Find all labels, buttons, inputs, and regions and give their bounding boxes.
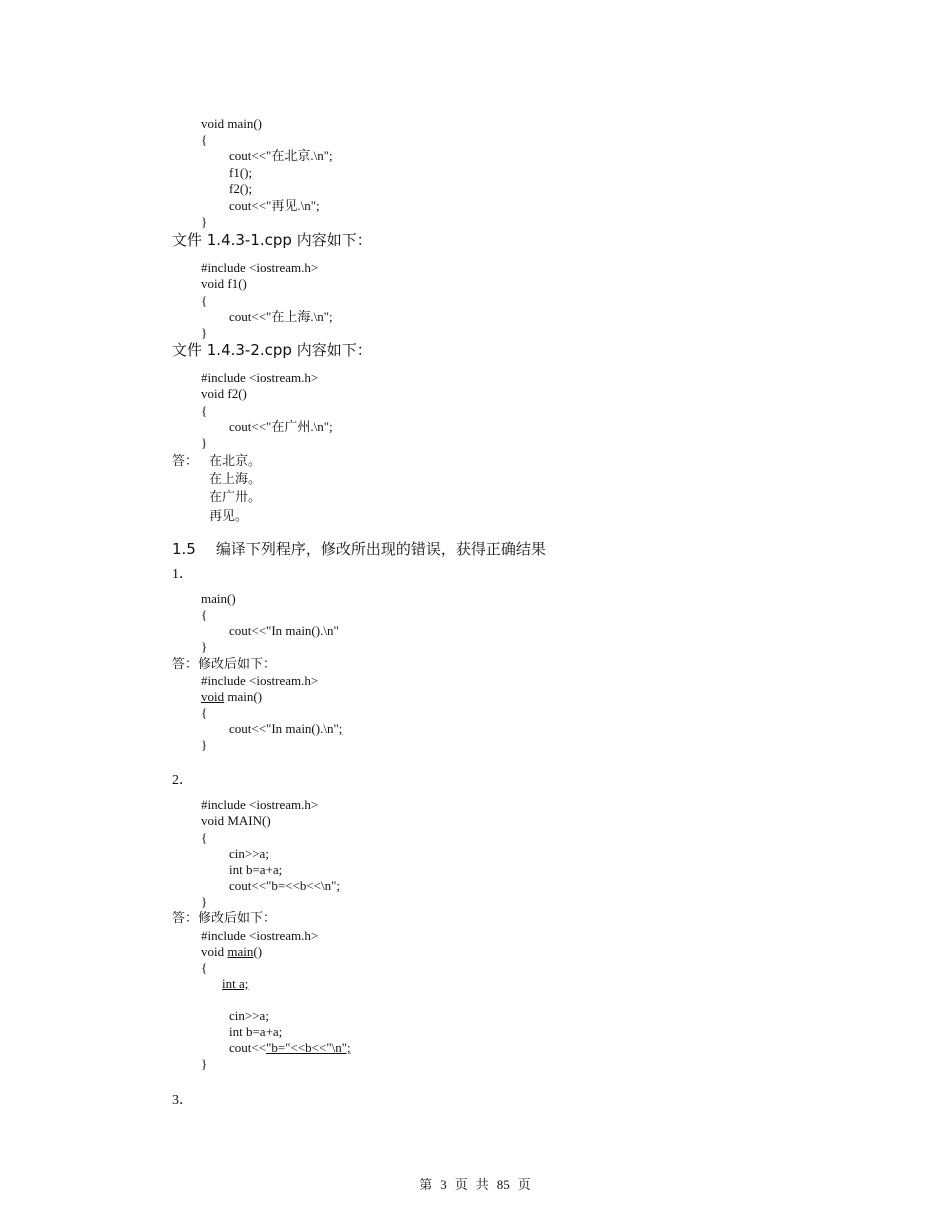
inserted-text: "b="<<b<<"\n"; [266, 1040, 351, 1055]
code-line: { [201, 607, 208, 622]
code-line: { [201, 403, 208, 418]
answer-line: 在北京。 [209, 453, 262, 468]
code-line: void main() [201, 944, 263, 959]
footer-text: 共 [475, 1177, 489, 1192]
inserted-text: ; [338, 721, 343, 736]
code-line: } [201, 894, 208, 909]
code-line: } [201, 325, 208, 340]
code-line: cin>>a; [229, 1008, 269, 1023]
code-line: #include <iostream.h> [201, 928, 319, 943]
code-line: { [201, 132, 208, 147]
total-pages: 85 [496, 1177, 510, 1192]
footer-text: 页 [517, 1177, 531, 1192]
code-line: int b=a+a; [229, 1024, 283, 1039]
code-line: { [201, 830, 208, 845]
code-line: void main() [201, 689, 263, 704]
file1-heading: 文件 1.4.3-1.cpp 内容如下： [172, 231, 372, 249]
section-number: 1.5 [172, 540, 196, 558]
code-line: cout<<"在北京.\n"; [229, 148, 333, 163]
code-line: main() [201, 591, 236, 606]
code-line: } [201, 214, 208, 229]
item-label: 1． [172, 567, 193, 582]
code-line: { [201, 705, 208, 720]
code-line: #include <iostream.h> [201, 797, 319, 812]
item-label: 2． [172, 773, 193, 788]
code-line: void main() [201, 116, 263, 131]
answer-label: 答：修改后如下： [172, 910, 277, 925]
answer-line: 在上海。 [209, 471, 262, 486]
answer-line: 在广卅。 [209, 489, 262, 504]
code-line: cout<<"In main().\n"; [229, 721, 343, 736]
code-line: } [201, 639, 208, 654]
code-line: cout<<"In main().\n" [229, 623, 339, 638]
code-line: cin>>a; [229, 846, 269, 861]
code-line: #include <iostream.h> [201, 260, 319, 275]
code-line: f1(); [229, 165, 253, 180]
section-heading [172, 539, 546, 559]
code-line: cout<<"在上海.\n"; [229, 309, 333, 324]
file2-heading: 文件 1.4.3-2.cpp 内容如下： [172, 341, 372, 359]
inserted-text: main [227, 944, 254, 959]
item-label: 3． [172, 1093, 193, 1108]
code-line: { [201, 960, 208, 975]
code-line: } [201, 1056, 208, 1071]
code-line: void f2() [201, 386, 247, 401]
answer-label: 答：修改后如下： [172, 656, 277, 671]
code-line: { [201, 293, 208, 308]
footer-text: 第 [419, 1177, 433, 1192]
footer-text: 页 [454, 1177, 468, 1192]
code-line: int b=a+a; [229, 862, 283, 877]
code-line: void MAIN() [201, 813, 271, 828]
code-line: #include <iostream.h> [201, 673, 319, 688]
inserted-text: void [201, 689, 225, 704]
code-line: } [201, 435, 208, 450]
code-line: cout<<"b="<<b<<"\n"; [229, 1040, 351, 1055]
answer-label: 答： [172, 453, 199, 468]
answer-line: 再见。 [209, 508, 249, 523]
page-number: 3 [440, 1177, 447, 1192]
code-line: #include <iostream.h> [201, 370, 319, 385]
code-line: cout<<"在广州.\n"; [229, 419, 333, 434]
code-line: cout<<"b=<<b<<\n"; [229, 878, 341, 893]
code-line: f2(); [229, 181, 253, 196]
code-line: cout<<"再见.\n"; [229, 198, 320, 213]
code-line: } [201, 737, 208, 752]
code-line: void f1() [201, 276, 247, 291]
page-footer [0, 1177, 950, 1193]
inserted-text: int a; [222, 976, 249, 991]
section-title: 编译下列程序，修改所出现的错误，获得正确结果 [215, 540, 546, 558]
